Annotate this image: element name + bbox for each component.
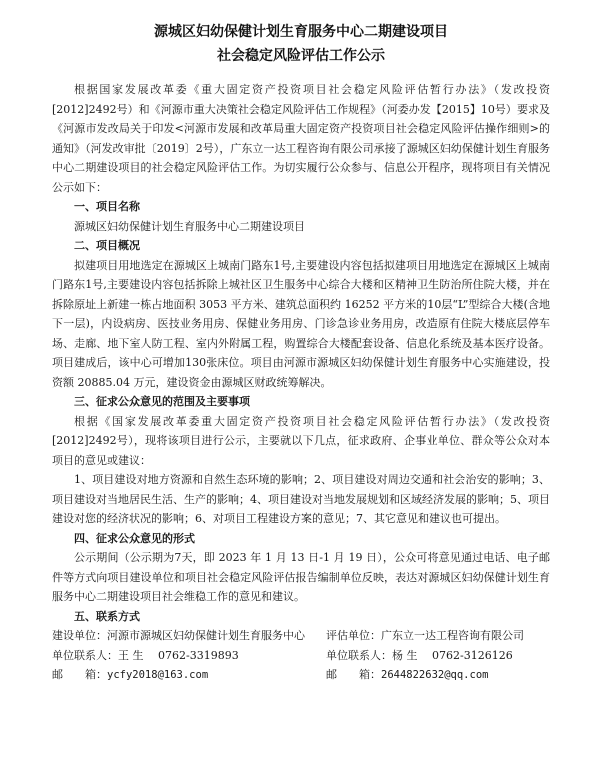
assessment-email-link[interactable]: 2644822632@qq.com (381, 669, 489, 681)
construction-unit: 建设单位：河源市源城区妇幼保健计划生育服务中心 (52, 629, 305, 642)
assessment-contact-person: 单位联系人：杨 生 0762-3126126 (326, 648, 513, 662)
construction-email-link[interactable]: ycfy2018@163.com (107, 669, 209, 681)
assessment-unit: 评估单位：广东立一达工程咨询有限公司 (326, 629, 524, 642)
section-4-body: 公示期间（公示期为7天，即 2023 年 1 月 13 日-1 月 19 日），公众可将意见通过电话、电子邮件等方式向项目建设单位和项目社会稳定风险评估报告编制单位反映，表达对源城区妇幼保健计划生育服务中心二期建设项目社会维稳工作的意见和建议。 (52, 551, 550, 603)
section-2-heading: 二、项目概况 (74, 239, 140, 252)
construction-contact-person: 单位联系人：王 生 0762-3319893 (52, 648, 239, 662)
intro-paragraph: 根据国家发展改革委《重大固定资产投资项目社会稳定风险评估暂行办法》（发改投资[2012]2492号）和《河源市重大决策社会稳定风险评估工作规程》（河委办发【2015】10号）要求及《河源市发改局关于印发<河源市发展和改革局重大固定资产投资项目社会稳定风险评估操作细则>的通知》（河发改审批〔2019〕2号），广东立一达工程咨询有限公司承接了源城区妇幼保健计划生育服务中心二期建设项目的社会稳定风险评估工作。为切实履行公众参与、信息公开程序，现将项目有关情况公示如下： (52, 83, 550, 194)
section-3-body-intro: 根据《国家发展改革委重大固定资产投资项目社会稳定风险评估暂行办法》（发改投资[2012]2492号），现将该项目进行公示，主要就以下几点，征求政府、企事业单位、群众等公众对本项目的意见或建议： (52, 414, 550, 467)
section-4-heading: 四、征求公众意见的形式 (74, 531, 195, 545)
construction-email-label: 邮 箱： (52, 668, 107, 681)
section-5-heading: 五、联系方式 (74, 609, 140, 623)
document-title-line1: 源城区妇幼保健计划生育服务中心二期建设项目 (154, 24, 448, 40)
section-3-heading: 三、征求公众意见的范围及主要事项 (74, 395, 250, 408)
assessment-email-row (326, 665, 550, 686)
section-3-body-items: 1、项目建设对地方资源和自然生态环境的影响；2、项目建设对周边交通和社会治安的影响；3、项目建设对当地居民生活、生产的影响；4、项目建设对当地发展规划和区域经济发展的影响；5、项目建设对您的经济状况的影响；6、对项目工程建设方案的意见；7、其它意见和建议也可提出。 (52, 473, 550, 525)
construction-email-row (52, 665, 326, 686)
section-1-body: 源城区妇幼保健计划生育服务中心二期建设项目 (74, 219, 305, 233)
document-title-line2: 社会稳定风险评估工作公示 (217, 48, 385, 64)
assessment-email-label: 邮 箱： (326, 668, 381, 681)
contact-block (52, 626, 550, 686)
section-1-heading: 一、项目名称 (74, 200, 140, 213)
section-2-body: 拟建项目用地选定在源城区上城南门路东1号,主要建设内容包括拟建项目用地选定在源城区上城南门路东1号,主要建设内容包括拆除上城社区卫生服务中心综合大楼和区精神卫生防治所住院大楼，并在拆除原址上新建一栋占地面积 3053 平方米、建筑总面积约 16252 平方米的10层“L”型综合大楼(含地下一层)，内设病房、医技业务用房、保健业务用房、门诊急诊业务用房，改造原有住院大楼底层停车场、走廊、地下室人防工程、室内外附属工程，购置综合大楼配套设备、信息化系统及基本医疗设备。项目建成后，该中心可增加130张床位。项目由河源市源城区妇幼保健计划生育服务中心实施建设，投资额 20885.04 万元，建设资金由源城区财政统筹解决。 (52, 258, 550, 389)
